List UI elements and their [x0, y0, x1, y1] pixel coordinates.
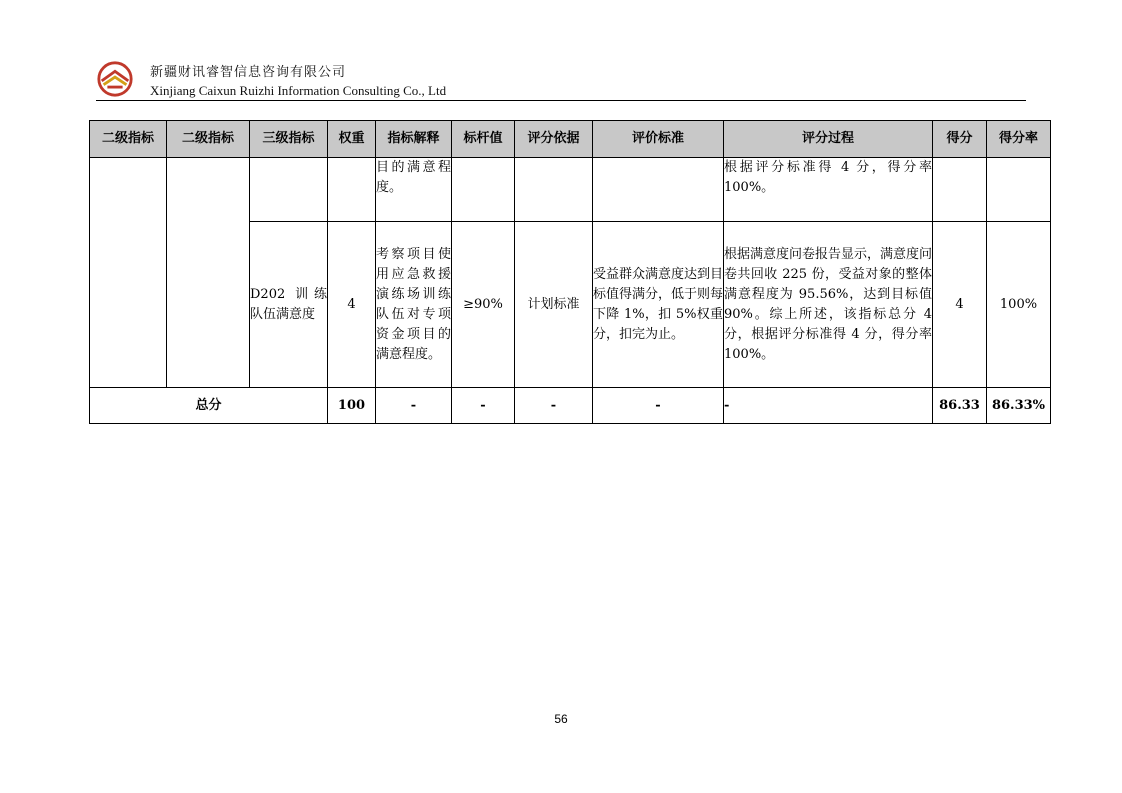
total-weight: 100	[328, 388, 376, 424]
page-header	[96, 56, 1026, 102]
total-explanation: -	[376, 388, 452, 424]
page-number: 56	[554, 712, 568, 726]
rate-cell	[987, 158, 1051, 222]
header-cell: 指标解释	[376, 121, 452, 158]
table-header-row	[90, 121, 1051, 158]
basis-cell	[515, 158, 593, 222]
total-basis: -	[515, 388, 593, 424]
company-logo-icon	[96, 60, 134, 98]
total-row	[90, 388, 1051, 424]
process-cell: 根据评分标准得 4 分，得分率 100%。	[724, 158, 933, 222]
benchmark-cell	[452, 158, 515, 222]
level3-indicator-cell: D202 训练队伍满意度	[250, 222, 328, 388]
header-cell: 权重	[328, 121, 376, 158]
standard-cell: 受益群众满意度达到目标值得满分，低于则每下降 1%，扣 5%权重分，扣完为止。	[593, 222, 724, 388]
basis-cell: 计划标准	[515, 222, 593, 388]
header-cell: 评价标准	[593, 121, 724, 158]
header-cell: 评分过程	[724, 121, 933, 158]
total-process: -	[724, 388, 933, 424]
total-standard: -	[593, 388, 724, 424]
weight-cell: 4	[328, 222, 376, 388]
standard-cell	[593, 158, 724, 222]
total-score: 86.33	[933, 388, 987, 424]
total-rate: 86.33%	[987, 388, 1051, 424]
score-cell: 4	[933, 222, 987, 388]
header-cell: 三级指标	[250, 121, 328, 158]
header-cell: 得分	[933, 121, 987, 158]
rate-cell: 100%	[987, 222, 1051, 388]
level2-indicator-cell	[167, 158, 250, 388]
level2-indicator-cell	[90, 158, 167, 388]
benchmark-cell: ≥90%	[452, 222, 515, 388]
company-name-en: Xinjiang Caixun Ruizhi Information Consulting Co., Ltd	[150, 83, 447, 98]
weight-cell	[328, 158, 376, 222]
score-cell	[933, 158, 987, 222]
total-label: 总分	[90, 388, 328, 424]
explanation-cell: 目的满意程度。	[376, 158, 452, 222]
header-cell: 得分率	[987, 121, 1051, 158]
header-cell: 二级指标	[90, 121, 167, 158]
header-cell: 标杆值	[452, 121, 515, 158]
company-name-cn: 新疆财讯睿智信息咨询有限公司	[150, 65, 347, 80]
process-cell: 根据满意度问卷报告显示，满意度问卷共回收 225 份，受益对象的整体满意程度为 95.56%，达到目标值 90%。综上所述，该指标总分 4 分，根据评分标准得 4 分，得分率 100%。	[724, 222, 933, 388]
header-cell: 二级指标	[167, 121, 250, 158]
table-row	[90, 158, 1051, 222]
header-cell: 评分依据	[515, 121, 593, 158]
header-divider	[96, 100, 1026, 101]
total-benchmark: -	[452, 388, 515, 424]
explanation-cell: 考察项目使用应急救援演练场训练队伍对专项资金项目的满意程度。	[376, 222, 452, 388]
evaluation-table	[89, 120, 1051, 424]
level3-indicator-cell	[250, 158, 328, 222]
